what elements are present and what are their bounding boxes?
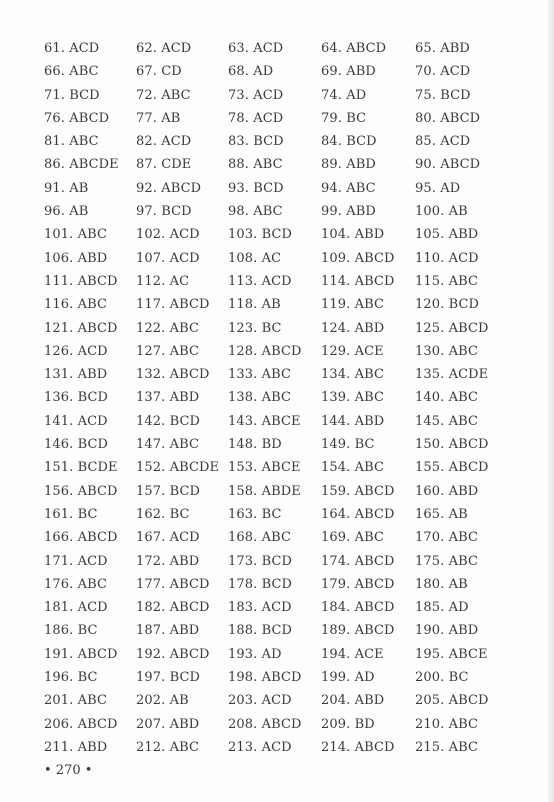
answer-item: 118. AB [228, 297, 281, 313]
answer-key-grid [44, 37, 514, 759]
answer-item: 134. ABC [321, 367, 385, 383]
answer-item: 215. ABC [415, 739, 479, 755]
answer-item: 192. ABCD [136, 646, 210, 662]
answer-item: 124. ABD [321, 320, 385, 336]
page-edge-shadow [548, 0, 554, 802]
answer-item: 180. AB [415, 576, 468, 592]
answer-item: 207. ABD [136, 716, 200, 732]
answer-item: 73. ACD [228, 87, 284, 103]
answer-item: 105. ABD [415, 227, 479, 243]
answer-item: 70. ACD [415, 64, 471, 80]
answer-item: 146. BCD [44, 437, 109, 453]
answer-item: 163. BC [228, 506, 282, 522]
answer-item: 69. ABD [321, 64, 376, 80]
answer-item: 84. BCD [321, 134, 377, 150]
answer-item: 169. ABC [321, 530, 385, 546]
answer-item: 154. ABC [321, 460, 385, 476]
answer-item: 201. ABC [44, 693, 108, 709]
answer-item: 92. ABCD [136, 180, 202, 196]
answer-item: 186. BC [44, 623, 98, 639]
answer-item: 123. BC [228, 320, 282, 336]
answer-item: 187. ABD [136, 623, 200, 639]
answer-item: 104. ABD [321, 227, 385, 243]
answer-item: 173. BCD [228, 553, 293, 569]
answer-item: 157. BCD [136, 483, 201, 499]
answer-item: 74. AD [321, 87, 367, 103]
answer-item: 89. ABD [321, 157, 376, 173]
page-number: • 270 • [44, 763, 93, 778]
answer-item: 97. BCD [136, 204, 192, 220]
answer-item: 168. ABC [228, 530, 292, 546]
answer-item: 214. ABCD [321, 739, 395, 755]
answer-item: 190. ABD [415, 623, 479, 639]
answer-item: 93. BCD [228, 180, 284, 196]
answer-item: 100. AB [415, 204, 468, 220]
answer-item: 88. ABC [228, 157, 283, 173]
answer-item: 198. ABCD [228, 670, 302, 686]
answer-item: 184. ABCD [321, 600, 395, 616]
answer-item: 170. ABC [415, 530, 479, 546]
answer-item: 144. ABD [321, 413, 385, 429]
answer-item: 136. BCD [44, 390, 109, 406]
answer-item: 102. ACD [136, 227, 200, 243]
answer-item: 121. ABCD [44, 320, 118, 336]
answer-item: 210. ABC [415, 716, 479, 732]
answer-item: 182. ABCD [136, 600, 210, 616]
answer-item: 193. AD [228, 646, 282, 662]
answer-item: 109. ABCD [321, 250, 395, 266]
answer-item: 143. ABCE [228, 413, 301, 429]
answer-item: 160. ABD [415, 483, 479, 499]
answer-item: 161. BC [44, 506, 98, 522]
answer-item: 66. ABC [44, 64, 99, 80]
answer-item: 181. ACD [44, 600, 108, 616]
answer-item: 113. ACD [228, 273, 292, 289]
answer-item: 85. ACD [415, 134, 471, 150]
answer-item: 197. BCD [136, 670, 201, 686]
answer-item: 179. ABCD [321, 576, 395, 592]
answer-item: 71. BCD [44, 87, 100, 103]
answer-item: 203. ACD [228, 693, 292, 709]
answer-item: 106. ABD [44, 250, 108, 266]
answer-item: 208. ABCD [228, 716, 302, 732]
answer-item: 150. ABCD [415, 437, 489, 453]
answer-item: 81. ABC [44, 134, 99, 150]
answer-item: 152. ABCDE [136, 460, 220, 476]
answer-item: 99. ABD [321, 204, 376, 220]
answer-item: 167. ACD [136, 530, 200, 546]
answer-item: 87. CDE [136, 157, 192, 173]
answer-item: 213. ACD [228, 739, 292, 755]
answer-item: 108. AC [228, 250, 282, 266]
answer-item: 172. ABD [136, 553, 200, 569]
answer-item: 131. ABD [44, 367, 108, 383]
answer-item: 107. ACD [136, 250, 200, 266]
answer-item: 199. AD [321, 670, 375, 686]
answer-item: 177. ABCD [136, 576, 210, 592]
answer-item: 98. ABC [228, 204, 283, 220]
answer-item: 128. ABCD [228, 343, 302, 359]
answer-item: 132. ABCD [136, 367, 210, 383]
answer-item: 164. ABCD [321, 506, 395, 522]
answer-item: 79. BC [321, 110, 367, 126]
answer-item: 138. ABC [228, 390, 292, 406]
answer-item: 112. AC [136, 273, 190, 289]
answer-item: 141. ACD [44, 413, 108, 429]
answer-item: 129. ACE [321, 343, 384, 359]
answer-item: 149. BC [321, 437, 375, 453]
answer-item: 211. ABD [44, 739, 108, 755]
answer-item: 127. ABC [136, 343, 200, 359]
answer-item: 65. ABD [415, 41, 470, 56]
answer-item: 126. ACD [44, 343, 108, 359]
answer-item: 133. ABC [228, 367, 292, 383]
answer-item: 209. BD [321, 716, 375, 732]
answer-item: 82. ACD [136, 134, 192, 150]
answer-item: 110. ACD [415, 250, 479, 266]
answer-item: 142. BCD [136, 413, 201, 429]
answer-item: 61. ACD [44, 41, 100, 56]
answer-item: 63. ACD [228, 41, 284, 56]
answer-item: 67. CD [136, 64, 182, 80]
answer-item: 62. ACD [136, 41, 192, 56]
answer-item: 96. AB [44, 204, 89, 220]
answer-item: 139. ABC [321, 390, 385, 406]
answer-item: 135. ACDE [415, 367, 489, 383]
answer-item: 137. ABD [136, 390, 200, 406]
answer-item: 166. ABCD [44, 530, 118, 546]
answer-item: 130. ABC [415, 343, 479, 359]
answer-item: 153. ABCE [228, 460, 301, 476]
answer-item: 195. ABCE [415, 646, 488, 662]
answer-item: 191. ABCD [44, 646, 118, 662]
answer-item: 189. ABCD [321, 623, 395, 639]
answer-item: 196. BC [44, 670, 98, 686]
answer-item: 72. ABC [136, 87, 191, 103]
answer-item: 176. ABC [44, 576, 108, 592]
answer-item: 185. AD [415, 600, 469, 616]
answer-item: 171. ACD [44, 553, 108, 569]
answer-item: 178. BCD [228, 576, 293, 592]
answer-item: 151. BCDE [44, 460, 118, 476]
answer-item: 114. ABCD [321, 273, 395, 289]
answer-item: 95. AD [415, 180, 461, 196]
answer-item: 111. ABCD [44, 273, 118, 289]
answer-item: 120. BCD [415, 297, 480, 313]
answer-item: 202. AB [136, 693, 189, 709]
answer-item: 183. ACD [228, 600, 292, 616]
answer-item: 206. ABCD [44, 716, 118, 732]
answer-item: 78. ACD [228, 110, 284, 126]
answer-item: 116. ABC [44, 297, 108, 313]
answer-item: 101. ABC [44, 227, 108, 243]
answer-item: 83. BCD [228, 134, 284, 150]
answer-item: 162. BC [136, 506, 190, 522]
answer-item: 159. ABCD [321, 483, 395, 499]
answer-item: 174. ABCD [321, 553, 395, 569]
answer-item: 175. ABC [415, 553, 479, 569]
answer-item: 147. ABC [136, 437, 200, 453]
answer-item: 125. ABCD [415, 320, 489, 336]
answer-item: 117. ABCD [136, 297, 210, 313]
answer-item: 212. ABC [136, 739, 200, 755]
answer-item: 115. ABC [415, 273, 479, 289]
answer-item: 64. ABCD [321, 41, 387, 56]
answer-item: 204. ABD [321, 693, 385, 709]
answer-item: 148. BD [228, 437, 282, 453]
answer-item: 75. BCD [415, 87, 471, 103]
answer-item: 86. ABCDE [44, 157, 119, 173]
answer-item: 76. ABCD [44, 110, 110, 126]
answer-item: 68. AD [228, 64, 274, 80]
answer-item: 90. ABCD [415, 157, 481, 173]
answer-item: 80. ABCD [415, 110, 481, 126]
answer-item: 91. AB [44, 180, 89, 196]
answer-item: 155. ABCD [415, 460, 489, 476]
answer-item: 158. ABDE [228, 483, 301, 499]
answer-item: 205. ABCD [415, 693, 489, 709]
answer-item: 103. BCD [228, 227, 293, 243]
answer-item: 188. BCD [228, 623, 293, 639]
answer-item: 156. ABCD [44, 483, 118, 499]
answer-item: 77. AB [136, 110, 181, 126]
answer-item: 165. AB [415, 506, 468, 522]
answer-item: 194. ACE [321, 646, 384, 662]
answer-item: 122. ABC [136, 320, 200, 336]
answer-item: 200. BC [415, 670, 469, 686]
answer-item: 119. ABC [321, 297, 385, 313]
answer-item: 94. ABC [321, 180, 376, 196]
answer-item: 145. ABC [415, 413, 479, 429]
answer-item: 140. ABC [415, 390, 479, 406]
